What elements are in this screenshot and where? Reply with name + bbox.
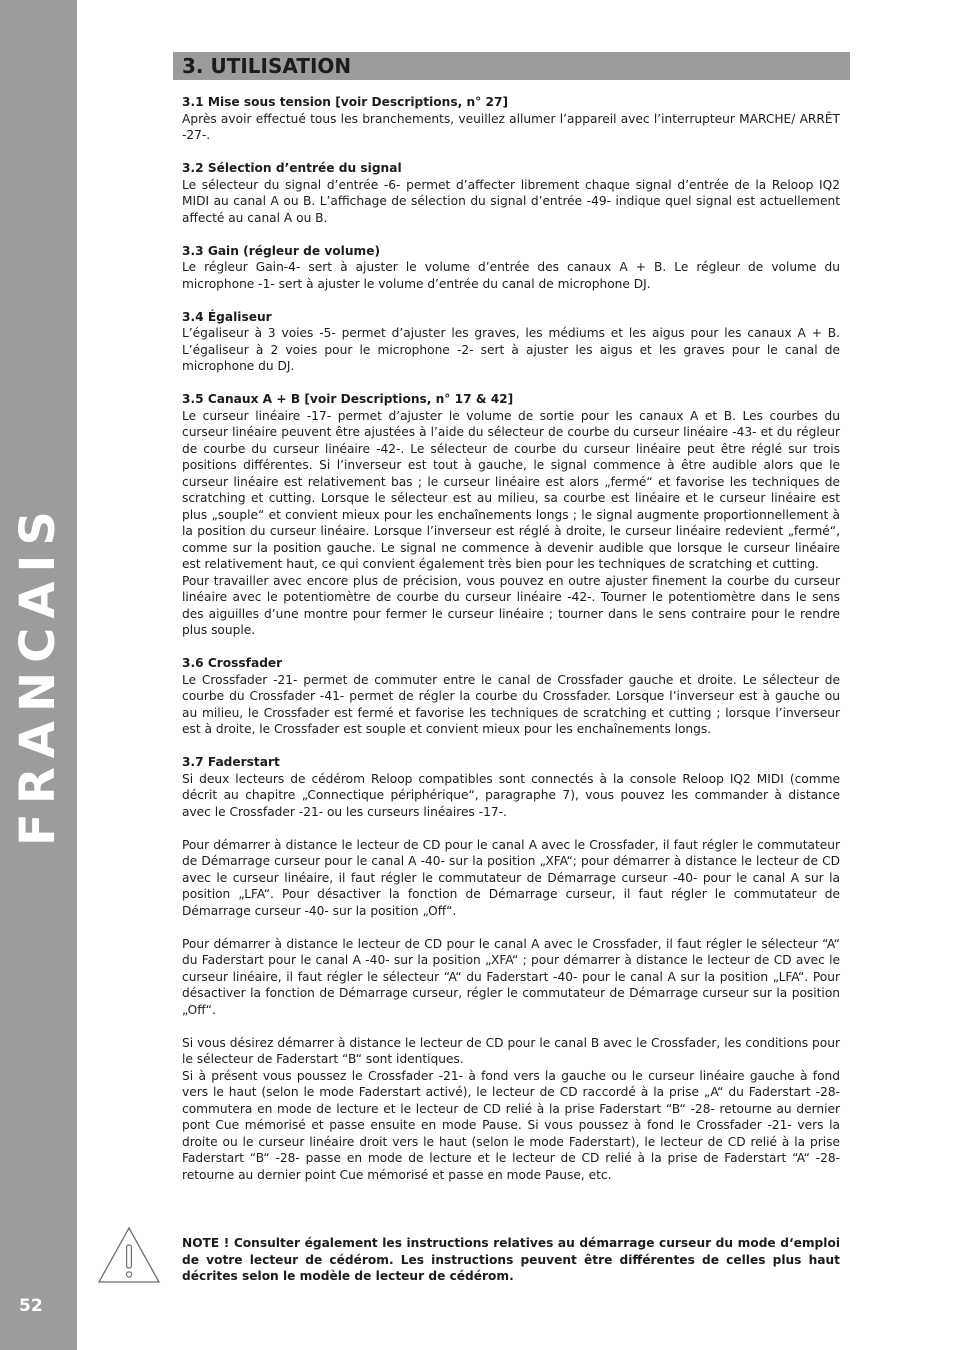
sidebar [0, 0, 77, 1350]
section-text: Si vous désirez démarrer à distance le lecteur de CD pour le canal B avec le Crossfader, les conditions pour le sélecteur de Faderstart “B“ sont identiques. [182, 1035, 840, 1066]
section-channels [182, 391, 840, 639]
section-text: Le Crossfader -21- permet de commuter entre le canal de Crossfader gauche et droite. Le sélecteur de courbe du Crossfader -41- permet de régler la courbe du Crossfader. Lorsque l’inverseur est à gauche ou au milieu, le Crossfader est fermé et favorise les techniques de scratching et cutting ; lorsque l’inverseur est à droite, le Crossfader est souple et convient mieux pour les enchaînements longs. [182, 672, 840, 736]
section-faderstart [182, 754, 840, 1183]
language-label: FRANCAIS [10, 502, 66, 846]
section-power-on [182, 94, 840, 144]
section-heading: 3.2 Sélection d’entrée du signal [182, 161, 402, 175]
section-heading: 3.5 Canaux A + B [voir Descriptions, n° 17 & 42] [182, 392, 514, 406]
section-equalizer [182, 309, 840, 375]
section-heading: 3.7 Faderstart [182, 755, 280, 769]
note-text: NOTE ! Consulter également les instructions relatives au démarrage curseur du mode d‘emploi de votre lecteur de cédérom. Les instructions peuvent être différentes de celles plus haut décrites selon le modèle de lecteur de cédérom. [182, 1236, 840, 1283]
section-text: Si à présent vous poussez le Crossfader -21- à fond vers la gauche ou le curseur linéaire gauche à fond vers le haut (selon le mode Faderstart activé), le lecteur de CD raccordé à la prise „A“ du Faderstart -28- commutera en mode de lecture et le lecteur de CD relié à la prise Faderstart “B“ -28- retourne au dernier pont Cue mémorisé et passe ensuite en mode Pause. Si vous poussez à fond le Crossfader -21- vers la droite ou le curseur linéaire droit vers le haut (selon le mode Faderstart), le lecteur de CD relié à la prise Faderstart “B“ -28- passe en mode de lecture et le lecteur de CD relié à la prise de Faderstart “A“ -28- retourne au dernier point Cue mémorisé et passe en mode Pause, etc. [182, 1068, 840, 1182]
section-text: Le sélecteur du signal d’entrée -6- permet d’affecter librement chaque signal d’entrée de la Reloop IQ2 MIDI au canal A ou B. L’affichage de sélection du signal d’entrée -49- indique quel signal est actuellement affecté au canal A ou B. [182, 177, 840, 225]
chapter-title: 3. UTILISATION [182, 54, 352, 78]
section-text: Le curseur linéaire -17- permet d’ajuster le volume de sortie pour les canaux A et B. Les courbes du curseur linéaire peuvent être ajustées à l’aide du sélecteur de courbe du curseur linéaire -43- et du régleur de courbe du curseur linéaire -42-. Le sélecteur de courbe du curseur linéaire peut être réglé sur trois positions différentes. Si l’inverseur est tout à gauche, le signal commence à être audible alors que le curseur linéaire est relativement bas ; le curseur linéaire est alors „fermé“ et favorise les techniques de scratching et cutting. Lorsque le sélecteur est au milieu, sa courbe est linéaire et le curseur linéaire est plus „souple“ et convient mieux pour les enchaînements longs ; le signal augmente proportionnellement à la position du curseur linéaire. Lorsque l’inverseur est réglé à droite, le curseur linéaire redevient „fermé“, comme sur la position gauche. Le signal ne commence à devenir audible que lorsque le curseur linéaire est relativement haut, ce qui convient également très bien pour les techniques de scratching et cutting. [182, 408, 840, 571]
content [182, 94, 840, 1200]
section-text: Pour démarrer à distance le lecteur de CD pour le canal A avec le Crossfader, il faut régler le commutateur de Démarrage curseur pour le canal A -40- sur la position „XFA“; pour démarrer à distance le lecteur de CD avec le curseur linéaire, il faut régler le commutateur de Démarrage curseur -40- pour le canal A sur la position „LFA“. Pour désactiver la fonction de Démarrage curseur, il faut régler le commutateur de Démarrage curseur -40- sur la position „Off“. [182, 837, 840, 918]
section-text: Pour travailler avec encore plus de précision, vous pouvez en outre ajuster finement la courbe du curseur linéaire avec le potentiomètre de courbe du curseur linéaire -42-. Tourner le potentiomètre dans le sens des aiguilles d’une montre pour fermer le curseur linéaire ; tourner dans le sens contraire pour le rendre plus souple. [182, 573, 840, 637]
section-text: Après avoir effectué tous les branchements, veuillez allumer l’appareil avec l’interrupteur MARCHE/ ARRÊT -27-. [182, 111, 840, 142]
section-heading: 3.1 Mise sous tension [voir Descriptions, n° 27] [182, 95, 509, 109]
section-heading: 3.4 Égaliseur [182, 309, 272, 324]
section-heading: 3.3 Gain (régleur de volume) [182, 243, 381, 258]
chapter-header [173, 52, 850, 80]
section-text: Si deux lecteurs de cédérom Reloop compatibles sont connectés à la console Reloop IQ2 MIDI (comme décrit au chapitre „Connectique périphérique“, paragraphe 7), vous pouvez les commander à distance avec le Crossfader -21- ou les curseurs linéaires -17-. [182, 771, 840, 819]
page-number: 52 [19, 1296, 43, 1316]
section-gain [182, 243, 840, 293]
section-heading: 3.6 Crossfader [182, 656, 283, 670]
section-input-selection [182, 160, 840, 226]
section-text: Pour démarrer à distance le lecteur de CD pour le canal A avec le Crossfader, il faut régler le sélecteur “A“ du Faderstart pour le canal A -40- sur la position „XFA“ ; pour démarrer à distance le lecteur de CD avec le curseur linéaire, il faut régler le sélecteur “A“ du Faderstart -40- pour le canal A sur la position „LFA“. Pour désactiver la fonction de Démarrage curseur, régler le commutateur de Démarrage curseur sur la position „Off“. [182, 936, 840, 1017]
section-text: L’égaliseur à 3 voies -5- permet d’ajuster les graves, les médiums et les aigus pour les canaux A + B. L’égaliseur à 2 voies pour le microphone -2- sert à ajuster les aigus et les graves pour le canal de microphone du DJ. [182, 326, 840, 373]
section-text: Le régleur Gain-4- sert à ajuster le volume d’entrée des canaux A + B. Le régleur de volume du microphone -1- sert à ajuster le volume d’entrée du canal de microphone DJ. [182, 260, 840, 291]
section-crossfader [182, 655, 840, 738]
warning-triangle-icon [97, 1226, 161, 1284]
